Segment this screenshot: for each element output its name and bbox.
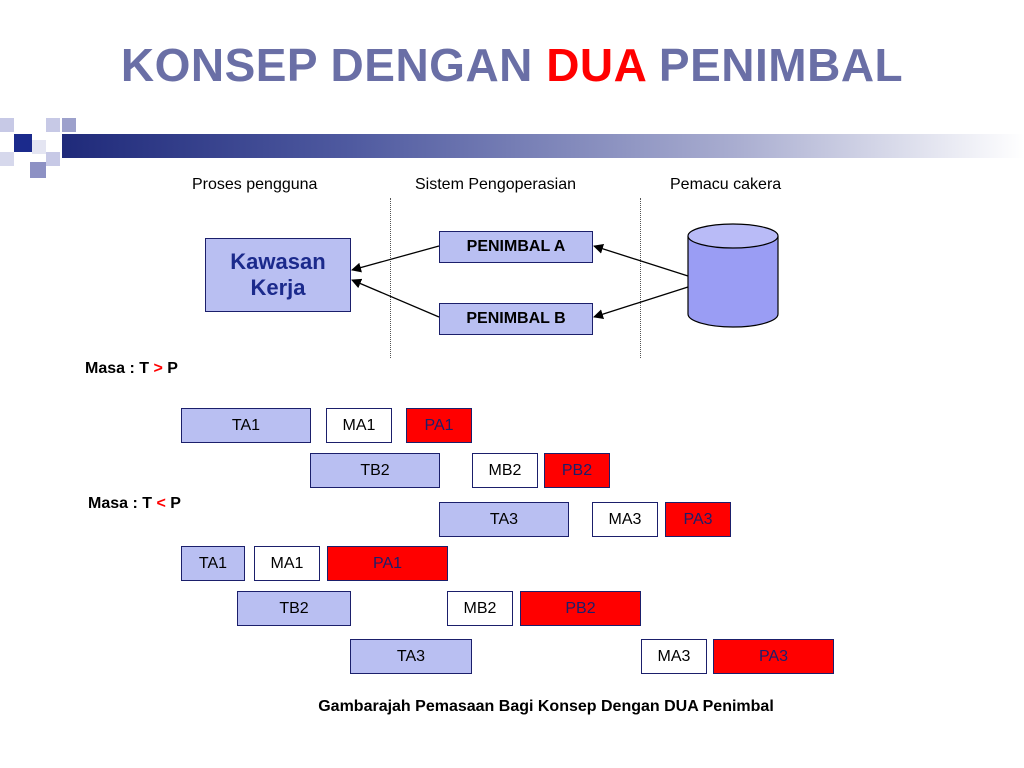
column-head-disk: Pemacu cakera (670, 176, 782, 193)
workspace-box: Kawasan Kerja (205, 238, 351, 312)
cylinder-disk-icon (686, 222, 780, 330)
timeline-block-process: PA3 (665, 502, 731, 537)
deco-square (30, 162, 46, 178)
timeline-block-process: PA1 (327, 546, 448, 581)
deco-square (46, 152, 60, 166)
arrow-buffer-b-to-workspace (352, 280, 439, 317)
timeline-block-process: PB2 (544, 453, 610, 488)
deco-square (46, 118, 60, 132)
timeline-block-process: PA3 (713, 639, 834, 674)
timeline-block-move: MA3 (592, 502, 658, 537)
timeline-block-move: MA3 (641, 639, 707, 674)
timeline-block-transfer: TA1 (181, 546, 245, 581)
deco-square (32, 140, 46, 154)
title-accent: DUA (546, 39, 646, 91)
timeline-block-transfer: TB2 (237, 591, 351, 626)
timeline-block-transfer: TA3 (350, 639, 472, 674)
deco-square (14, 134, 32, 152)
title-text-1: KONSEP DENGAN (120, 39, 547, 91)
timeline-block-transfer: TA3 (439, 502, 569, 537)
arrow-disk-to-buffer-b (594, 287, 688, 317)
timing-label-case2: Masa : T < P (88, 495, 181, 512)
separator-line (390, 198, 391, 358)
column-head-os: Sistem Pengoperasian (415, 176, 576, 193)
column-head-user: Proses pengguna (192, 176, 318, 193)
deco-square (62, 118, 76, 132)
timeline-block-transfer: TA1 (181, 408, 311, 443)
diagram-caption: Gambarajah Pemasaan Bagi Konsep Dengan DUA Penimbal (318, 698, 774, 715)
buffer-b-box: PENIMBAL B (439, 303, 593, 335)
timeline-block-process: PB2 (520, 591, 641, 626)
separator-line (640, 198, 641, 358)
timeline-block-move: MB2 (472, 453, 538, 488)
timeline-block-move: MA1 (326, 408, 392, 443)
timeline-block-move: MB2 (447, 591, 513, 626)
timeline-block-transfer: TB2 (310, 453, 440, 488)
page-title (0, 38, 1024, 92)
deco-square (0, 118, 14, 132)
arrow-disk-to-buffer-a (594, 246, 688, 276)
buffer-a-box: PENIMBAL A (439, 231, 593, 263)
timeline-block-process: PA1 (406, 408, 472, 443)
title-text-2: PENIMBAL (645, 39, 904, 91)
timeline-block-move: MA1 (254, 546, 320, 581)
deco-square (0, 152, 14, 166)
timing-label-case1: Masa : T > P (85, 360, 178, 377)
gradient-bar (62, 134, 1024, 158)
arrow-buffer-a-to-workspace (352, 246, 439, 270)
